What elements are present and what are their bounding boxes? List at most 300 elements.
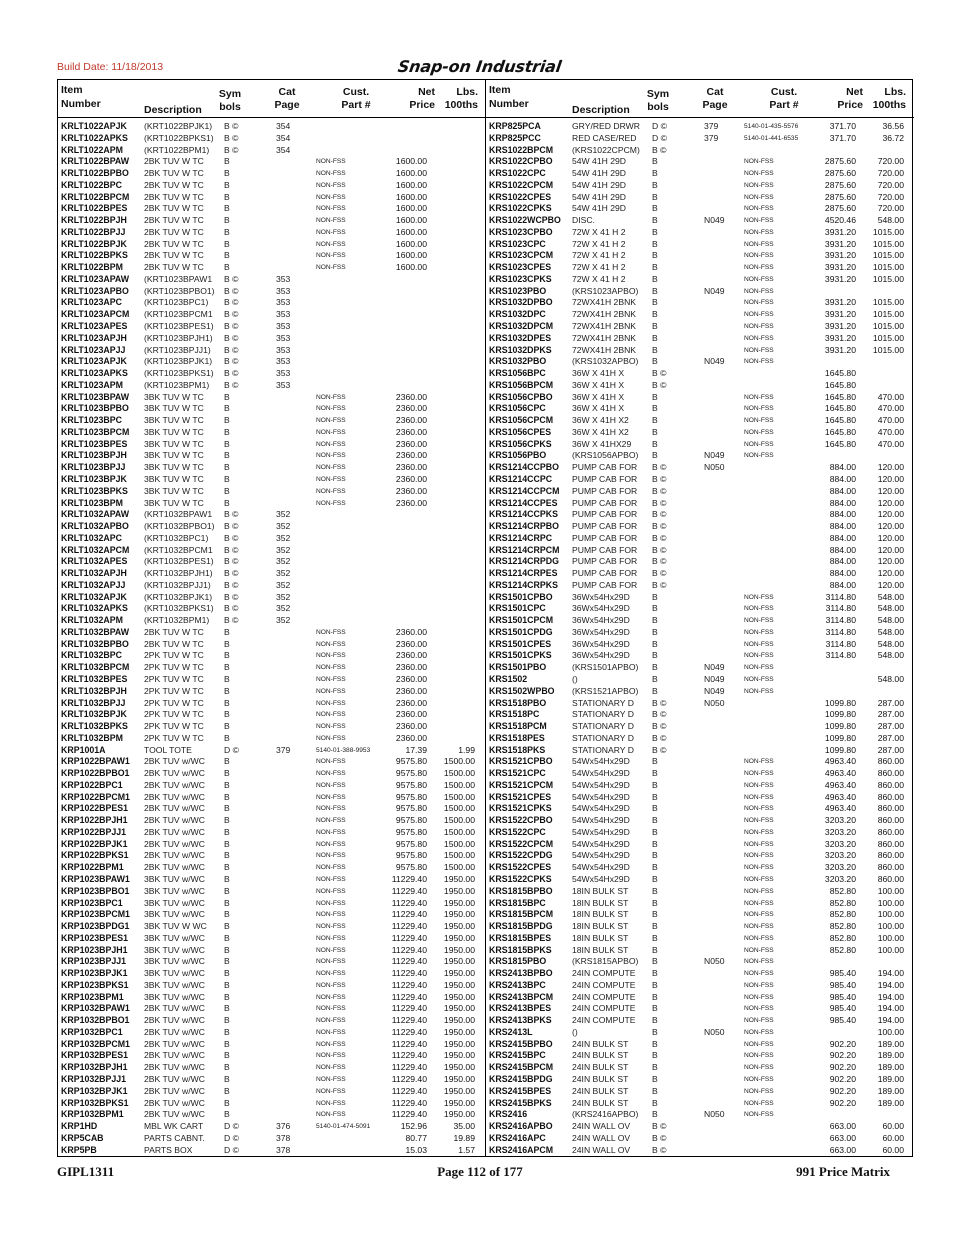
- weight-lbs: 194.00: [877, 1015, 904, 1026]
- item-symbols: B: [652, 826, 658, 837]
- net-price: 902.20: [829, 1038, 856, 1049]
- item-symbols: B: [224, 838, 230, 849]
- item-symbols: B ©: [652, 697, 667, 708]
- catalog-page: 353: [276, 297, 291, 308]
- table-row: [58, 262, 485, 274]
- catalog-page: 352: [276, 591, 291, 602]
- net-price: 1099.80: [824, 732, 856, 743]
- item-description: 2BK TUV w/WC: [144, 1015, 205, 1026]
- item-number: KRP1023BPM1: [61, 991, 124, 1002]
- item-number: KRP1022BPJK1: [61, 838, 128, 849]
- item-description: 2BK TUV W TC: [144, 226, 204, 237]
- customer-part-number: NON-FSS: [316, 1064, 346, 1072]
- item-number: KRS2416: [489, 1109, 528, 1120]
- item-description: (KRT1032BPCM1: [144, 544, 213, 555]
- table-row: [58, 956, 485, 968]
- item-number: KRS1815PBO: [489, 956, 547, 967]
- item-description: (KRT1032BPJH1): [144, 568, 213, 579]
- item-description: 36W X 41H X: [572, 379, 625, 390]
- item-symbols: B ©: [224, 356, 239, 367]
- item-symbols: B: [224, 732, 230, 743]
- item-description: 2BK TUV W TC: [144, 215, 204, 226]
- customer-part-number: NON-FSS: [744, 781, 774, 789]
- item-description: 2BK TUV w/WC: [144, 838, 205, 849]
- net-price: 1645.80: [824, 403, 856, 414]
- catalog-page: N049: [704, 450, 725, 461]
- item-symbols: B ©: [652, 462, 667, 473]
- weight-lbs: 860.00: [877, 850, 904, 861]
- item-symbols: B ©: [224, 509, 239, 520]
- net-price: 1645.80: [824, 379, 856, 390]
- table-row: [58, 556, 485, 568]
- table-row: [58, 1109, 485, 1121]
- customer-part-number: NON-FSS: [744, 923, 774, 931]
- item-number: KRS1522CPKS: [489, 874, 552, 884]
- item-number: KRS1501CPKS: [489, 650, 552, 661]
- item-symbols: B: [224, 1015, 230, 1026]
- customer-part-number: NON-FSS: [316, 193, 346, 201]
- item-number: KRP1032BPKS1: [61, 1097, 129, 1108]
- table-row: [486, 850, 914, 862]
- net-price: 3931.20: [824, 262, 856, 273]
- net-price: 4520.46: [824, 215, 856, 226]
- item-description: 3BK TUV w/WC: [144, 897, 205, 908]
- item-description: 36Wx54Hx29D: [572, 638, 630, 649]
- item-number: KRS2416APC: [489, 1132, 546, 1143]
- weight-lbs: 1015.00: [872, 332, 904, 343]
- item-number: KRLT1032BPBO: [61, 638, 129, 649]
- item-description: STATIONARY D: [572, 721, 634, 732]
- customer-part-number: NON-FSS: [316, 158, 346, 166]
- item-number: KRLT1023BPJJ: [61, 462, 126, 473]
- customer-part-number: NON-FSS: [316, 1005, 346, 1013]
- table-row: [486, 592, 914, 604]
- catalog-page: 352: [276, 603, 291, 614]
- table-row: [58, 380, 485, 392]
- table-row: [486, 921, 914, 933]
- item-symbols: B ©: [224, 556, 239, 567]
- item-description: (KRT1023BPM1): [144, 379, 210, 390]
- item-symbols: B: [224, 815, 230, 826]
- weight-lbs: 1950.00: [443, 909, 475, 920]
- item-number: KRP1032BPM1: [61, 1109, 124, 1120]
- item-symbols: B ©: [224, 615, 239, 626]
- item-symbols: B: [652, 673, 658, 684]
- customer-part-number: NON-FSS: [316, 264, 346, 272]
- item-number: KRLT1032APCM: [61, 544, 130, 555]
- customer-part-number: NON-FSS: [744, 828, 774, 836]
- table-row: [486, 568, 914, 580]
- item-symbols: B ©: [224, 532, 239, 543]
- customer-part-number: NON-FSS: [316, 181, 346, 189]
- table-row: [486, 1050, 914, 1062]
- table-row: [58, 756, 485, 768]
- customer-part-number: NON-FSS: [316, 475, 346, 483]
- table-row: [58, 745, 485, 757]
- item-number: KRLT1023APBO: [61, 285, 129, 296]
- table-row: [58, 192, 485, 204]
- item-description: 24IN BULK ST: [572, 1050, 629, 1061]
- item-description: RED CASE/RED: [572, 132, 637, 143]
- item-number: KRLT1032BPM: [61, 732, 123, 743]
- item-number: KRP1032BPJH1: [61, 1062, 128, 1073]
- item-description: PUMP CAB FOR: [572, 579, 638, 590]
- net-price: 3203.20: [824, 850, 856, 861]
- net-price: 9575.80: [395, 756, 427, 767]
- table-row: [486, 121, 914, 133]
- item-number: KRS1214CCPBO: [489, 462, 559, 473]
- item-description: 72W X 41 H 2: [572, 262, 626, 273]
- item-description: PUMP CAB FOR: [572, 532, 638, 543]
- item-description: 2BK TUV W TC: [144, 238, 204, 249]
- net-price: 17.39: [405, 744, 427, 755]
- customer-part-number: NON-FSS: [316, 734, 346, 742]
- table-row: [486, 262, 914, 274]
- item-number: KRS2415BPKS: [489, 1097, 552, 1108]
- catalog-page: 353: [276, 379, 291, 390]
- item-number: KRS2415BPES: [489, 1085, 552, 1096]
- item-number: KRS1032DPES: [489, 332, 552, 343]
- catalog-page: N049: [704, 673, 725, 684]
- item-symbols: B: [652, 885, 658, 896]
- item-number: KRLT1023APJH: [61, 332, 127, 343]
- customer-part-number: NON-FSS: [316, 911, 346, 919]
- net-price: 2360.00: [395, 697, 427, 708]
- item-description: 24IN COMPUTE: [572, 979, 636, 990]
- customer-part-number: NON-FSS: [744, 687, 774, 695]
- catalog-page: 354: [276, 144, 291, 155]
- item-number: KRS1502: [489, 673, 528, 684]
- item-number: KRLT1023APM: [61, 379, 123, 390]
- item-number: KRP1022BPKS1: [61, 850, 129, 861]
- item-number: KRP1022BPBO1: [61, 768, 130, 779]
- weight-lbs: 100.00: [877, 897, 904, 908]
- item-number: KRS1023CPC: [489, 238, 546, 249]
- net-price: 3114.80: [825, 591, 856, 602]
- customer-part-number: NON-FSS: [744, 628, 774, 636]
- table-row: [58, 792, 485, 804]
- table-row: [58, 803, 485, 815]
- customer-part-number: NON-FSS: [316, 252, 346, 260]
- table-row: [58, 403, 485, 415]
- item-number: KRS1056CPC: [489, 403, 546, 414]
- table-row: [58, 203, 485, 215]
- item-symbols: B ©: [224, 568, 239, 579]
- item-number: KRS1815BPKS: [489, 944, 552, 955]
- table-row: [58, 674, 485, 686]
- lbs-header: Lbs.: [884, 86, 906, 98]
- customer-part-number: NON-FSS: [316, 499, 346, 507]
- net-price: 3931.20: [824, 226, 856, 237]
- item-number: KRLT1023APKS: [61, 368, 128, 379]
- net-price: 152.96: [400, 1121, 427, 1132]
- table-row: [486, 1027, 914, 1039]
- table-row: [58, 839, 485, 851]
- weight-lbs: 1015.00: [872, 238, 904, 249]
- item-number: KRLT1022BPJK: [61, 238, 127, 249]
- item-description: PUMP CAB FOR: [572, 544, 638, 555]
- item-number: KRP1022BPAW1: [61, 756, 130, 767]
- item-symbols: B: [224, 685, 230, 696]
- customer-part-number: NON-FSS: [744, 593, 774, 601]
- net-price: 2360.00: [395, 650, 427, 661]
- item-number: KRS1214CRPDG: [489, 556, 559, 567]
- item-description: STATIONARY D: [572, 744, 634, 755]
- item-number: KRS1023PBO: [489, 285, 547, 296]
- item-number: KRS1056CPBO: [489, 391, 553, 402]
- customer-part-number: NON-FSS: [744, 217, 774, 225]
- table-row: [58, 533, 485, 545]
- item-number: KRLT1022APM: [61, 144, 123, 155]
- table-row: [58, 1062, 485, 1074]
- net-price: 985.40: [829, 979, 856, 990]
- item-description: 2BK TUV W TC: [144, 638, 204, 649]
- table-row: [58, 603, 485, 615]
- item-symbols: B: [652, 791, 658, 802]
- item-symbols: B: [652, 156, 658, 167]
- net-price: 3203.20: [824, 826, 856, 837]
- item-symbols: B: [224, 862, 230, 873]
- item-symbols: B: [652, 168, 658, 179]
- item-description: 18IN BULK ST: [572, 897, 629, 908]
- weight-lbs: 470.00: [877, 391, 904, 402]
- item-description: (KRT1032BPES1): [144, 556, 214, 567]
- weight-lbs: 860.00: [877, 838, 904, 849]
- item-symbols: B: [652, 603, 658, 614]
- item-description: 3BK TUV w/WC: [144, 956, 205, 967]
- net-price: 1600.00: [395, 215, 427, 226]
- item-symbols: D ©: [224, 1121, 239, 1132]
- catalog-page: 379: [704, 132, 719, 143]
- item-description: 24IN COMPUTE: [572, 968, 636, 979]
- item-symbols: B: [652, 179, 658, 190]
- item-description: 2BK TUV W TC: [144, 262, 204, 273]
- net-price: 884.00: [829, 485, 856, 496]
- item-number: KRS1023CPES: [489, 262, 552, 273]
- net-price: 11229.40: [391, 979, 427, 990]
- item-description: (KRT1023BPJK1): [144, 356, 213, 367]
- customer-part-number: NON-FSS: [744, 958, 774, 966]
- item-symbols: B: [652, 403, 658, 414]
- net-price: 2360.00: [395, 732, 427, 743]
- item-number: KRS1522CPBO: [489, 815, 553, 826]
- item-number: KRP1032BPJJ1: [61, 1074, 127, 1085]
- description-header: Description: [144, 104, 202, 116]
- customer-part-number: NON-FSS: [316, 228, 346, 236]
- net-price: 663.00: [829, 1144, 856, 1155]
- table-row: [58, 509, 485, 521]
- item-symbols: B ©: [652, 1132, 667, 1143]
- weight-lbs: 470.00: [877, 426, 904, 437]
- net-price: 3114.80: [825, 603, 856, 614]
- item-description: 3BK TUV W TC: [144, 438, 204, 449]
- item-number: KRS1815BPDG: [489, 921, 553, 932]
- catalog-page: 378: [276, 1132, 291, 1143]
- net-price: 11229.40: [391, 1074, 427, 1085]
- table-row: [58, 545, 485, 557]
- item-description: (KRT1022BPJK1): [144, 121, 213, 131]
- table-row: [58, 874, 485, 886]
- item-symbols: B ©: [224, 368, 239, 379]
- customer-part-number: NON-FSS: [316, 1028, 346, 1036]
- item-number: KRS1501CPES: [489, 638, 552, 649]
- item-symbols: B ©: [224, 285, 239, 296]
- catalog-page: 353: [276, 273, 291, 284]
- weight-lbs: 60.00: [882, 1121, 904, 1132]
- item-description: (KRS1815APBO): [572, 956, 639, 967]
- weight-lbs: 1950.00: [443, 1062, 475, 1073]
- table-row: [486, 250, 914, 262]
- item-symbols: B: [652, 438, 658, 449]
- table-row: [486, 1062, 914, 1074]
- net-price: 985.40: [829, 1015, 856, 1026]
- item-symbols: B: [652, 391, 658, 402]
- catalog-page: N049: [704, 285, 725, 296]
- table-row: [58, 627, 485, 639]
- table-row: [58, 662, 485, 674]
- item-symbols: B: [652, 921, 658, 932]
- net-price: 1600.00: [395, 156, 427, 167]
- item-header: Item: [489, 84, 511, 96]
- item-description: 3BK TUV W TC: [144, 497, 204, 508]
- item-description: 2BK TUV w/WC: [144, 779, 205, 790]
- weight-lbs: 1500.00: [443, 815, 475, 826]
- item-number: KRLT1023BPCM: [61, 426, 130, 437]
- customer-part-number: NON-FSS: [316, 440, 346, 448]
- item-symbols: B: [652, 815, 658, 826]
- item-description: 2BK TUV w/WC: [144, 862, 205, 873]
- item-symbols: B: [652, 1085, 658, 1096]
- item-symbols: B: [224, 721, 230, 732]
- table-row: [58, 286, 485, 298]
- net-price: 884.00: [829, 532, 856, 543]
- item-description: MBL WK CART: [144, 1121, 204, 1132]
- net-price: 9575.80: [395, 768, 427, 779]
- net-price: 902.20: [829, 1050, 856, 1061]
- table-row: [486, 709, 914, 721]
- item-number: KRS1032DPC: [489, 309, 546, 320]
- item-description: 54W 41H 29D: [572, 168, 626, 179]
- item-description: (KRS1032APBO): [572, 356, 639, 367]
- table-row: [486, 803, 914, 815]
- weight-lbs: 1950.00: [443, 956, 475, 967]
- item-symbols: B: [224, 462, 230, 473]
- table-row: [58, 1133, 485, 1145]
- item-symbols: B: [652, 262, 658, 273]
- item-number: KRS1214CRPKS: [489, 579, 558, 590]
- cat-header: Cat: [706, 86, 724, 98]
- table-row: [486, 827, 914, 839]
- net-price: 1600.00: [395, 238, 427, 249]
- item-symbols: B: [224, 709, 230, 720]
- table-row: [486, 509, 914, 521]
- item-symbols: B: [652, 1109, 658, 1120]
- item-symbols: B ©: [652, 497, 667, 508]
- net-price: 663.00: [829, 1132, 856, 1143]
- item-description: 18IN BULK ST: [572, 885, 629, 896]
- customer-part-number: NON-FSS: [744, 158, 774, 166]
- item-symbols: B: [652, 1074, 658, 1085]
- item-description: 54Wx54Hx29D: [572, 815, 630, 826]
- item-description: PUMP CAB FOR: [572, 462, 638, 473]
- item-symbols: B ©: [224, 521, 239, 532]
- customer-part-number: NON-FSS: [744, 652, 774, 660]
- catalog-page: 353: [276, 356, 291, 367]
- weight-lbs: 120.00: [877, 473, 904, 484]
- footer-page-number: Page 112 of 177: [437, 1164, 523, 1179]
- weight-lbs: 100.00: [877, 921, 904, 932]
- item-description: 24IN COMPUTE: [572, 1015, 636, 1026]
- customer-part-number: NON-FSS: [316, 958, 346, 966]
- net-price: 3931.20: [824, 273, 856, 284]
- item-description: 3BK TUV W TC: [144, 462, 204, 473]
- item-symbols: B: [224, 1038, 230, 1049]
- item-description: 24IN COMPUTE: [572, 991, 636, 1002]
- customer-part-number: NON-FSS: [316, 899, 346, 907]
- net-price: 1600.00: [395, 250, 427, 261]
- item-description: 54Wx54Hx29D: [572, 838, 630, 849]
- item-symbols: B: [224, 768, 230, 779]
- item-description: 24IN BULK ST: [572, 1062, 629, 1073]
- customer-part-number: NON-FSS: [744, 876, 774, 883]
- net-price: 902.20: [829, 1062, 856, 1073]
- weight-lbs: 1015.00: [872, 273, 904, 284]
- table-row: [58, 1121, 485, 1133]
- table-row: [486, 286, 914, 298]
- table-row: [58, 780, 485, 792]
- customer-part-number: NON-FSS: [316, 1099, 346, 1107]
- net-price: 3931.20: [824, 297, 856, 308]
- item-symbols: B: [224, 391, 230, 402]
- table-row: [486, 274, 914, 286]
- net-price: 11229.40: [391, 1050, 427, 1061]
- item-description: (KRT1032BPC1): [144, 532, 209, 543]
- catalog-page: 379: [276, 744, 291, 755]
- item-symbols: B: [224, 250, 230, 261]
- item-number: KRLT1023APES: [61, 321, 128, 332]
- weight-lbs: 1015.00: [872, 262, 904, 273]
- table-row: [486, 203, 914, 215]
- net-price: 1600.00: [395, 262, 427, 273]
- item-number: KRP1032BPAW1: [61, 1003, 130, 1014]
- item-number: KRP1022BPM1: [61, 862, 124, 873]
- item-number: KRS1056PBO: [489, 450, 547, 461]
- item-number: KRS1522CPC: [489, 826, 546, 837]
- catalog-page: 353: [276, 321, 291, 332]
- item-description: (KRT1023BPAW1: [144, 273, 213, 284]
- item-symbols: B ©: [224, 603, 239, 614]
- weight-lbs: 189.00: [877, 1074, 904, 1085]
- item-description: 54Wx54Hx29D: [572, 850, 630, 861]
- item-symbols: B ©: [224, 344, 239, 355]
- customer-part-number: NON-FSS: [316, 628, 346, 636]
- item-description: 2BK TUV w/WC: [144, 1050, 205, 1061]
- table-row: [486, 639, 914, 651]
- item-symbols: B: [224, 779, 230, 790]
- left-column-block: [58, 80, 486, 1156]
- item-number: KRS1022WCPBO: [489, 215, 561, 226]
- item-symbols: D ©: [224, 1144, 239, 1155]
- item-number: KRLT1022BPJH: [61, 215, 127, 226]
- item-symbols: B: [224, 756, 230, 767]
- item-description: 36Wx54Hx29D: [572, 615, 630, 626]
- table-row: [486, 297, 914, 309]
- table-row: [486, 545, 914, 557]
- item-symbols: B ©: [224, 579, 239, 590]
- item-number: KRP1022BPCM1: [61, 791, 130, 802]
- customer-part-number: NON-FSS: [744, 240, 774, 248]
- customer-part-number: NON-FSS: [316, 205, 346, 213]
